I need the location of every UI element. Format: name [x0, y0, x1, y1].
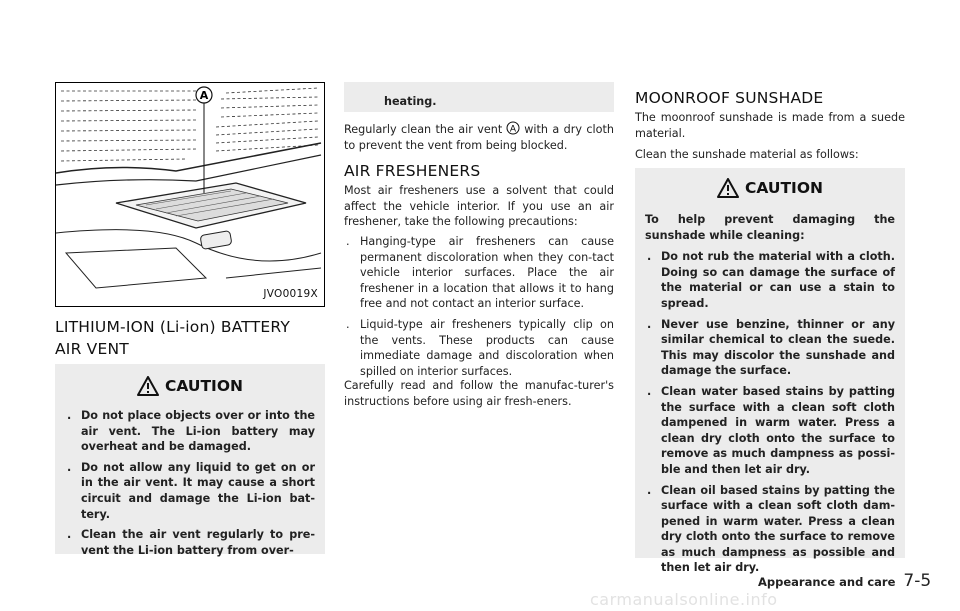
list-item: . Do not allow any liquid to get on or in the air vent. It may cause a short circuit and damage the Li-ion bat-tery. [67, 460, 315, 521]
caution-box-sunshade [635, 168, 905, 575]
page-number: 7-5 [903, 571, 932, 591]
list-item: . Hanging-type air fresheners can cause permanent discoloration when they con-tact vehicle interior surfaces. Place the air freshener in a location that allows it to hang free and not contact an interior surface. [346, 235, 614, 311]
caution-list [645, 249, 895, 576]
sunshade-intro: The moonroof sunshade is made from a suede material. [635, 111, 905, 140]
warning-triangle-icon [717, 178, 739, 198]
caution-intro: To help prevent damaging the sunshade while cleaning: [645, 213, 895, 242]
air-vent-illustration [55, 82, 325, 307]
list-item: . Clean the air vent regularly to pre-vent the Li-ion battery from over- [67, 528, 315, 557]
heading-moonroof-sunshade: MOONROOF SUNSHADE [635, 89, 824, 107]
page-footer [758, 571, 931, 591]
list-item: . Never use benzine, thinner or any similar chemical to clean the suede. This may discolor the sunshade and damage the surface. [647, 317, 895, 378]
figure-callout: A [199, 89, 209, 102]
list-item: . Clean water based stains by patting the surface with a clean soft cloth dampened in warm water. Press a clean dry cloth onto the surface to remove as much dampness as possi-ble and then let air dry. [647, 384, 895, 476]
figure-label: JVO0019X [263, 288, 318, 300]
air-vent-cleaning-text: Regularly clean the air vent A with a dry cloth to prevent the vent from being blocked. [344, 123, 614, 152]
caution-continuation [344, 82, 614, 112]
list-item: . Clean oil based stains by patting the surface with a clean soft cloth dam-pened in warm water. Press a clean dry cloth onto the surface to remove as much dampness as possible and then let air dry. [647, 483, 895, 575]
air-fresheners-closing: Carefully read and follow the manufac-turer's instructions before using air fresh-eners. [344, 379, 614, 408]
caution-title: CAUTION [165, 377, 243, 395]
vent-drawing [56, 83, 325, 307]
caution-box-battery [55, 364, 325, 557]
heading-air-vent: AIR VENT [55, 340, 129, 358]
caution-title: CAUTION [745, 179, 823, 197]
list-item: . Do not place objects over or into the air vent. The Li-ion battery may overheat and be damaged. [67, 409, 315, 454]
callout-a-icon [506, 121, 520, 135]
caution-continued-text: heating. [384, 95, 437, 108]
caution-heading [65, 376, 315, 396]
sunshade-cleaning-intro: Clean the sunshade material as follows: [635, 148, 859, 161]
list-item: . Do not rub the material with a cloth. Doing so can damage the surface of the material or can use a stain to spread. [647, 250, 895, 310]
warning-triangle-icon [137, 376, 159, 396]
air-freshener-list [344, 234, 614, 384]
list-item: . Liquid-type air fresheners typically clip on the vents. These products can cause immediate damage and discoloration when spilled on interior surfaces. [346, 317, 614, 378]
caution-heading [645, 178, 895, 198]
watermark: carmanualsonline.info [590, 590, 778, 609]
heading-air-fresheners: AIR FRESHENERS [344, 162, 481, 180]
air-fresheners-intro: Most air fresheners use a solvent that could affect the vehicle interior. If you use an air freshener, take the following precautions: [344, 184, 614, 229]
footer-section: Appearance and care [758, 575, 896, 589]
caution-list [65, 408, 315, 558]
heading-li-ion-battery: LITHIUM-ION (Li-ion) BATTERY [55, 318, 291, 336]
svg-text:A: A [510, 124, 517, 135]
